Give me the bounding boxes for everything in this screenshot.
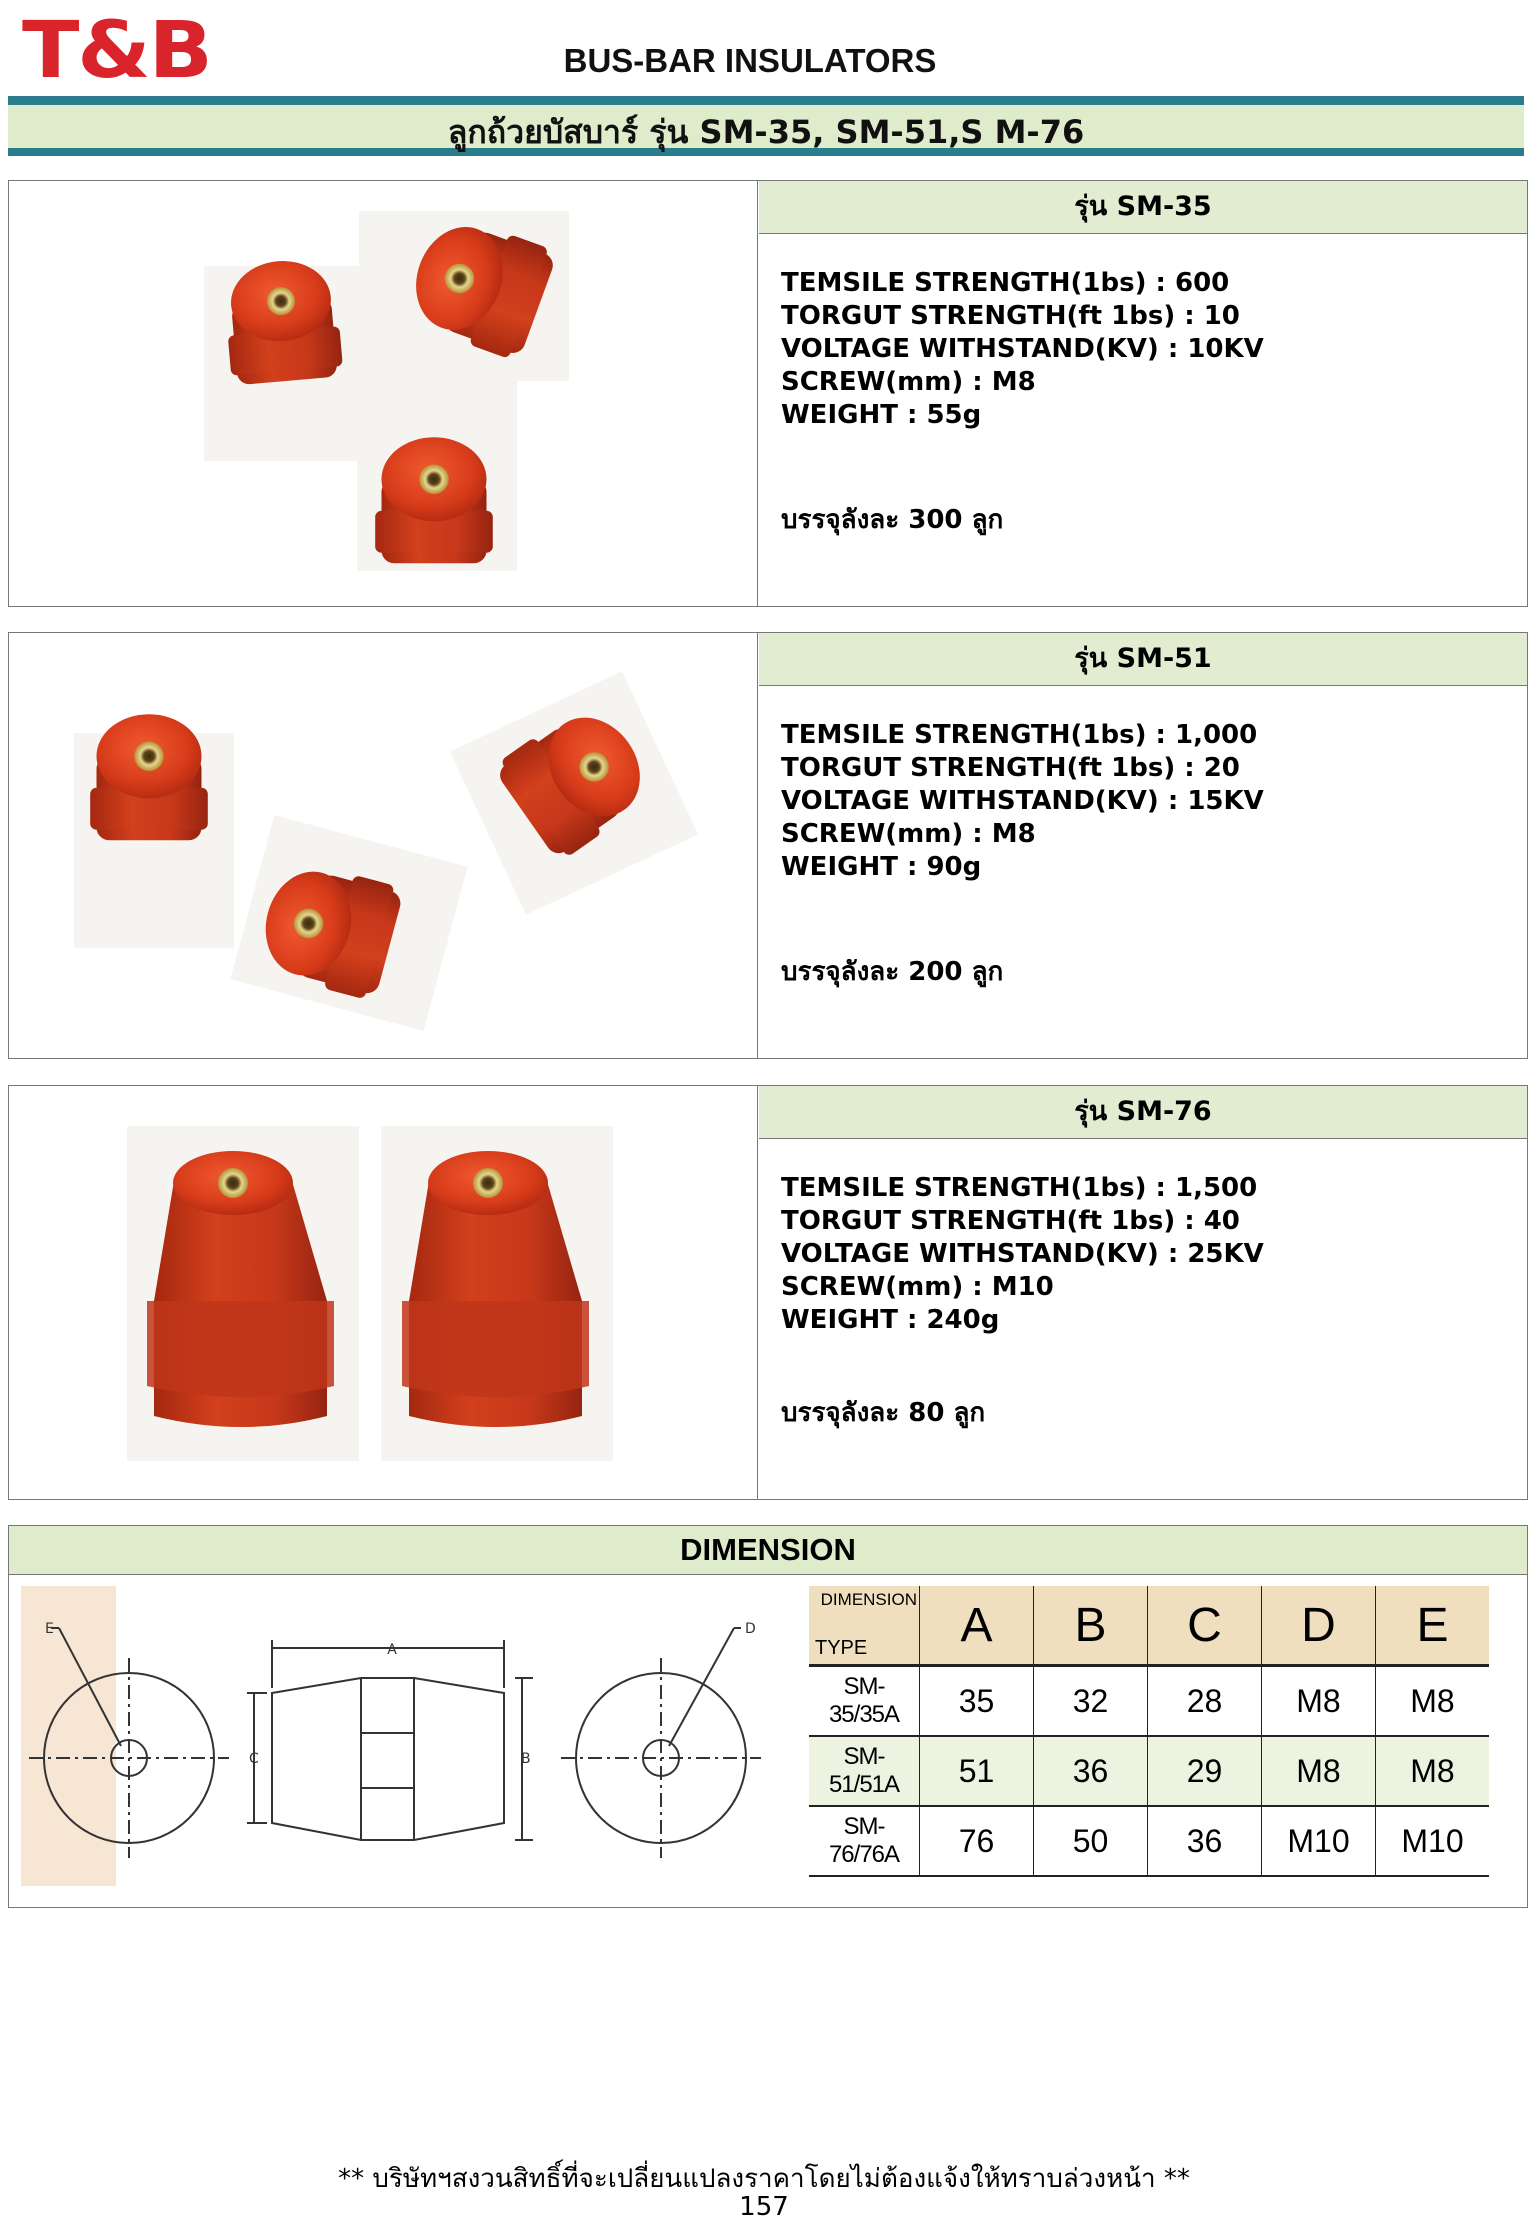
dimension-title: DIMENSION <box>9 1526 1527 1575</box>
cell: 29 <box>1148 1736 1262 1806</box>
cell: 36 <box>1034 1736 1148 1806</box>
row-type: SM-51/51A <box>809 1736 920 1806</box>
header-rule <box>8 96 1524 105</box>
end-view-d-icon <box>561 1628 761 1858</box>
table-row <box>809 1806 1489 1876</box>
label-a: A <box>387 1642 397 1658</box>
model-heading: รุ่น SM-76 <box>759 1086 1527 1139</box>
side-view-icon <box>247 1640 533 1840</box>
pack-quantity: บรรจุลังละ 300 ลูก <box>781 505 1004 535</box>
dimension-section <box>8 1525 1528 1908</box>
spec-torque: TORGUT STRENGTH(ft 1bs) : 20 <box>781 753 1240 783</box>
product-photo-sm76 <box>9 1086 758 1499</box>
subtitle-bar <box>8 105 1524 156</box>
product-card-sm51 <box>8 632 1528 1059</box>
product-card-sm76 <box>8 1085 1528 1500</box>
table-row <box>809 1736 1489 1806</box>
cell: M8 <box>1376 1736 1490 1806</box>
label-b: B <box>521 1751 531 1767</box>
corner-dimension-label: DIMENSION <box>820 1590 917 1609</box>
cell: 28 <box>1148 1666 1262 1737</box>
disclaimer-note: ** บริษัทฯสงวนสิทธิ์ที่จะเปลี่ยนแปลงราคาโดยไม่ต้องแจ้งให้ทราบล่วงหน้า ** <box>338 2164 1190 2194</box>
page-number: 157 <box>739 2192 789 2222</box>
spec-voltage: VOLTAGE WITHSTAND(KV) : 15KV <box>781 786 1264 816</box>
spec-tensile: TEMSILE STRENGTH(1bs) : 1,500 <box>781 1173 1258 1203</box>
brand-logo: T&B <box>22 6 211 96</box>
spec-torque: TORGUT STRENGTH(ft 1bs) : 40 <box>781 1206 1240 1236</box>
row-type: SM-76/76A <box>809 1806 920 1876</box>
model-heading: รุ่น SM-35 <box>759 181 1527 234</box>
label-c: C <box>249 1751 259 1767</box>
column-header: D <box>1262 1586 1376 1666</box>
cell: M10 <box>1376 1806 1490 1876</box>
spec-list <box>781 719 1264 884</box>
dimension-table <box>809 1586 1489 1877</box>
cell: 51 <box>920 1736 1034 1806</box>
spec-tensile: TEMSILE STRENGTH(1bs) : 600 <box>781 268 1230 298</box>
product-photo-sm35 <box>9 181 758 606</box>
spec-weight: WEIGHT : 240g <box>781 1305 1000 1335</box>
row-type: SM-35/35A <box>809 1666 920 1737</box>
cell: 36 <box>1148 1806 1262 1876</box>
spec-voltage: VOLTAGE WITHSTAND(KV) : 25KV <box>781 1239 1264 1269</box>
page-title: BUS-BAR INSULATORS <box>563 42 937 79</box>
spec-weight: WEIGHT : 90g <box>781 852 982 882</box>
column-header: A <box>920 1586 1034 1666</box>
product-photo-sm51 <box>9 633 758 1058</box>
column-header: C <box>1148 1586 1262 1666</box>
model-heading: รุ่น SM-51 <box>759 633 1527 686</box>
spec-torque: TORGUT STRENGTH(ft 1bs) : 10 <box>781 301 1240 331</box>
spec-weight: WEIGHT : 55g <box>781 400 982 430</box>
spec-list <box>781 267 1264 432</box>
cell: M8 <box>1262 1736 1376 1806</box>
cell: 76 <box>920 1806 1034 1876</box>
cell: 50 <box>1034 1806 1148 1876</box>
cell: M10 <box>1262 1806 1376 1876</box>
cell: 32 <box>1034 1666 1148 1737</box>
cell: M8 <box>1376 1666 1490 1737</box>
pack-quantity: บรรจุลังละ 200 ลูก <box>781 957 1004 987</box>
label-e: E <box>45 1621 54 1637</box>
insulator-photo-icon <box>9 633 757 1058</box>
table-corner <box>809 1586 920 1666</box>
cell: M8 <box>1262 1666 1376 1737</box>
spec-tensile: TEMSILE STRENGTH(1bs) : 1,000 <box>781 720 1258 750</box>
column-header: E <box>1376 1586 1490 1666</box>
insulator-photo-icon <box>9 181 757 606</box>
pack-quantity: บรรจุลังละ 80 ลูก <box>781 1398 986 1428</box>
insulator-photo-icon <box>9 1086 757 1499</box>
spec-voltage: VOLTAGE WITHSTAND(KV) : 10KV <box>781 334 1264 364</box>
spec-screw: SCREW(mm) : M8 <box>781 819 1036 849</box>
corner-type-label: TYPE <box>815 1637 868 1659</box>
spec-list <box>781 1172 1264 1337</box>
table-row <box>809 1666 1489 1737</box>
product-card-sm35 <box>8 180 1528 607</box>
spec-screw: SCREW(mm) : M8 <box>781 367 1036 397</box>
cell: 35 <box>920 1666 1034 1737</box>
label-d: D <box>745 1621 756 1637</box>
page-subtitle: ลูกถ้วยบัสบาร์ รุ่น SM-35, SM-51,S M-76 <box>447 113 1085 151</box>
spec-screw: SCREW(mm) : M10 <box>781 1272 1054 1302</box>
dimension-drawing <box>9 1578 779 1898</box>
column-header: B <box>1034 1586 1148 1666</box>
